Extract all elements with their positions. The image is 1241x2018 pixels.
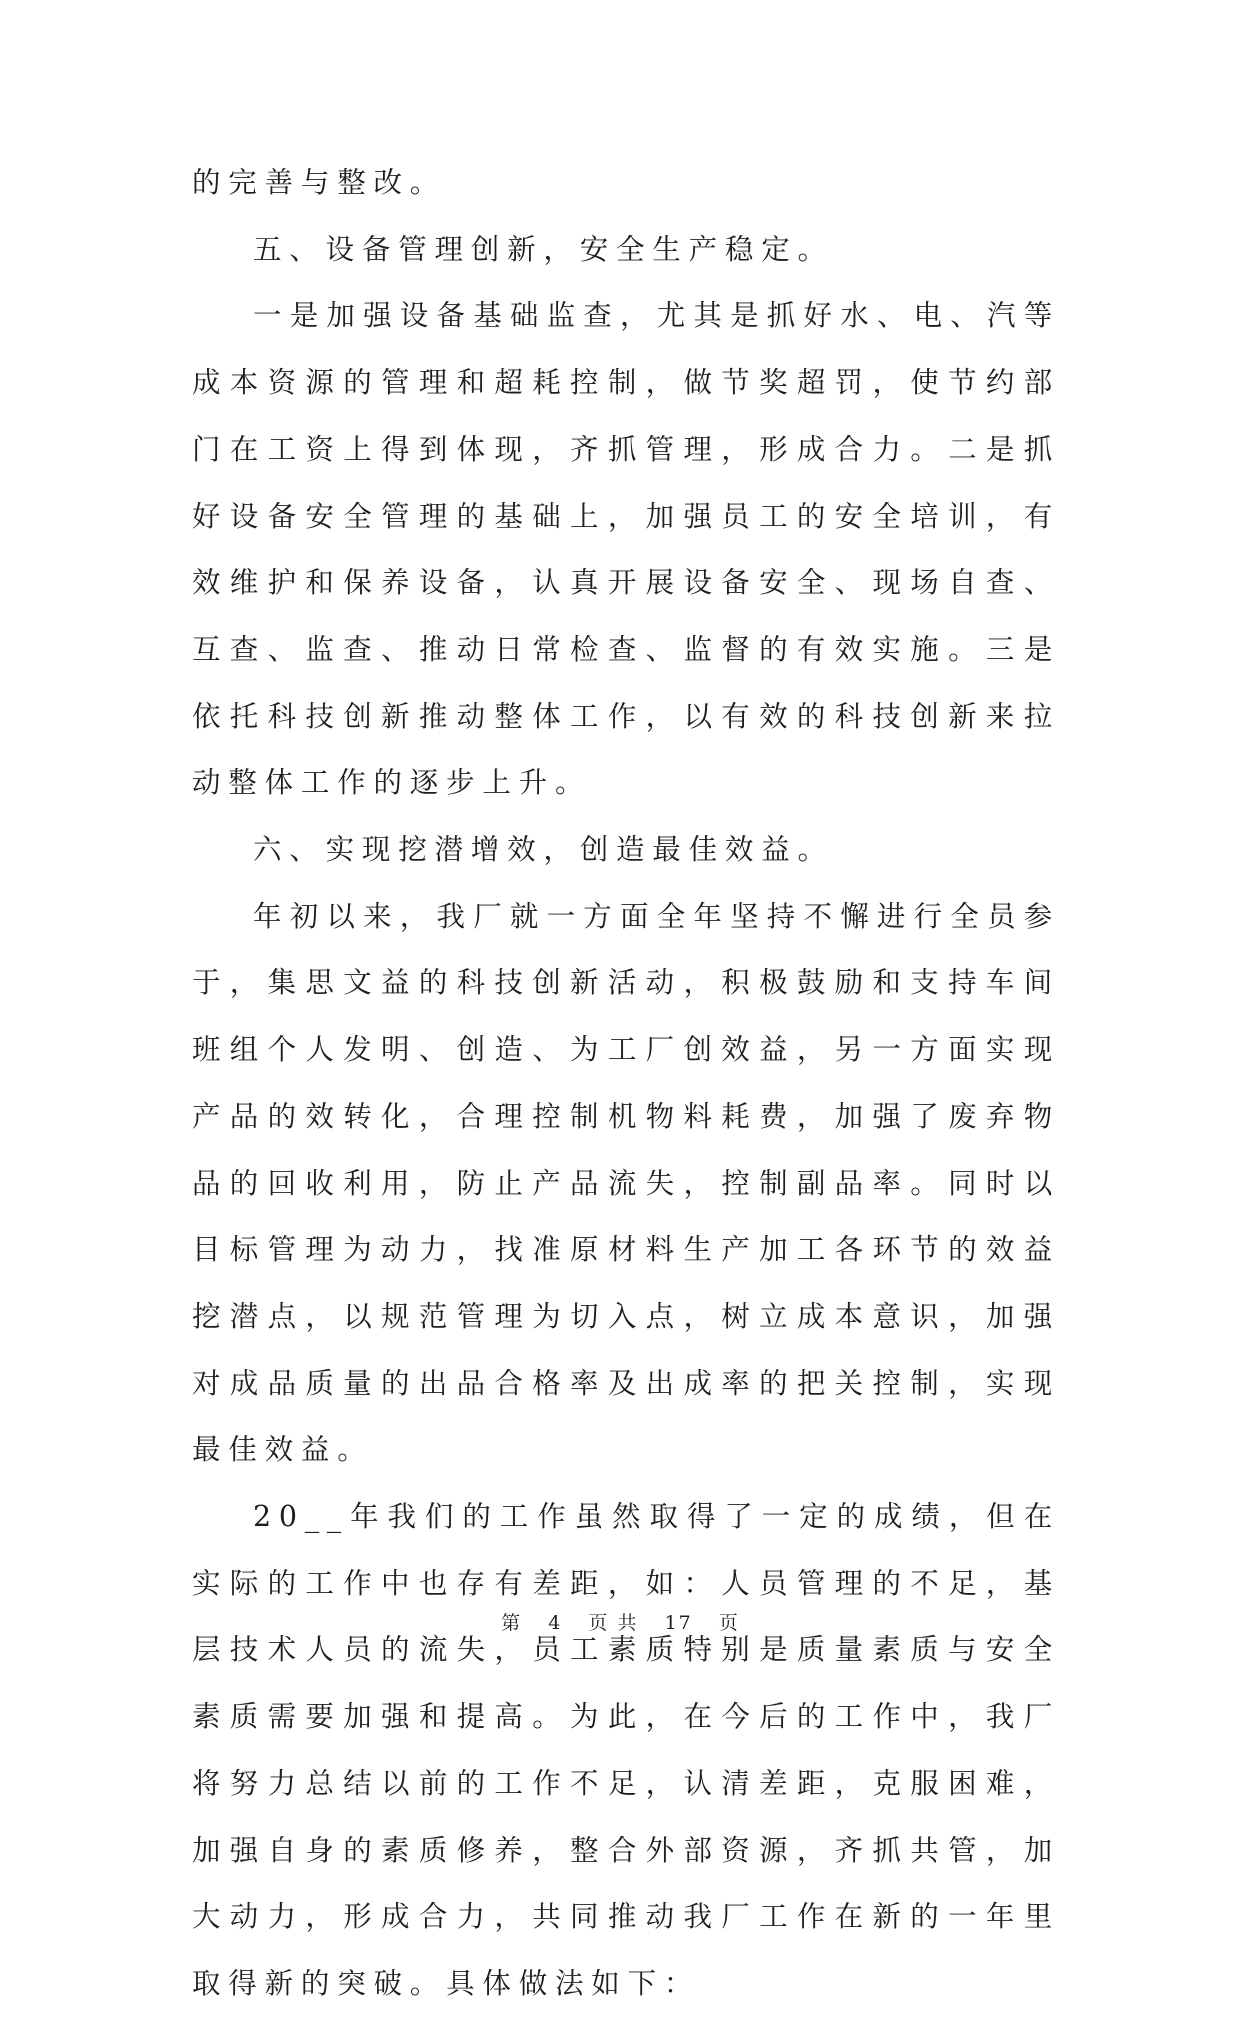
footer-suffix: 页 xyxy=(718,1612,740,1634)
total-page-count: 17 xyxy=(664,1612,693,1634)
document-body xyxy=(192,150,1060,2018)
paragraph: 20__年我们的工作虽然取得了一定的成绩，但在实际的工作中也存有差距，如：人员管理的不足，基层技术人员的流失，员工素质特别是质量素质与安全素质需要加强和提高。为此，在今后的工作中，我厂将努力总结以前的工作不足，认清差距，克服困难，加强自身的素质修养，整合外部资源，齐抓共管，加大动力，形成合力，共同推动我厂工作在新的一年里取得新的突破。具体做法如下： xyxy=(192,1500,1060,2000)
paragraph: 的完善与整改。 xyxy=(192,166,447,199)
section-heading: 五、设备管理创新，安全生产稳定。 xyxy=(253,232,834,266)
paragraph: 一是加强设备基础监查，尤其是抓好水、电、汽等成本资源的管理和超耗控制，做节奖超罚，使节约部门在工资上得到体现，齐抓管理，形成合力。二是抓好设备安全管理的基础上，加强员工的安全培训，有效维护和保养设备，认真开展设备安全、现场自查、互查、监查、推动日常检查、监督的有效实施。三是依托科技创新推动整体工作，以有效的科技创新来拉动整体工作的逐步上升。 xyxy=(192,299,1060,800)
current-page-number: 4 xyxy=(548,1612,563,1634)
footer-prefix: 第 xyxy=(501,1612,523,1634)
page-footer xyxy=(0,1608,1241,1635)
paragraph: 年初以来，我厂就一方面全年坚持不懈进行全员参于，集思文益的科技创新活动，积极鼓励和支持车间班组个人发明、创造、为工厂创效益，另一方面实现产品的效转化，合理控制机物料耗费，加强了废弃物品的回收利用，防止产品流失，控制副品率。同时以目标管理为动力，找准原材料生产加工各环节的效益挖潜点，以规范管理为切入点，树立成本意识，加强对成品质量的出品合格率及出成率的把关控制，实现最佳效益。 xyxy=(192,899,1060,1467)
footer-mid: 页 共 xyxy=(588,1612,639,1634)
section-heading: 六、实现挖潜增效，创造最佳效益。 xyxy=(253,833,834,867)
